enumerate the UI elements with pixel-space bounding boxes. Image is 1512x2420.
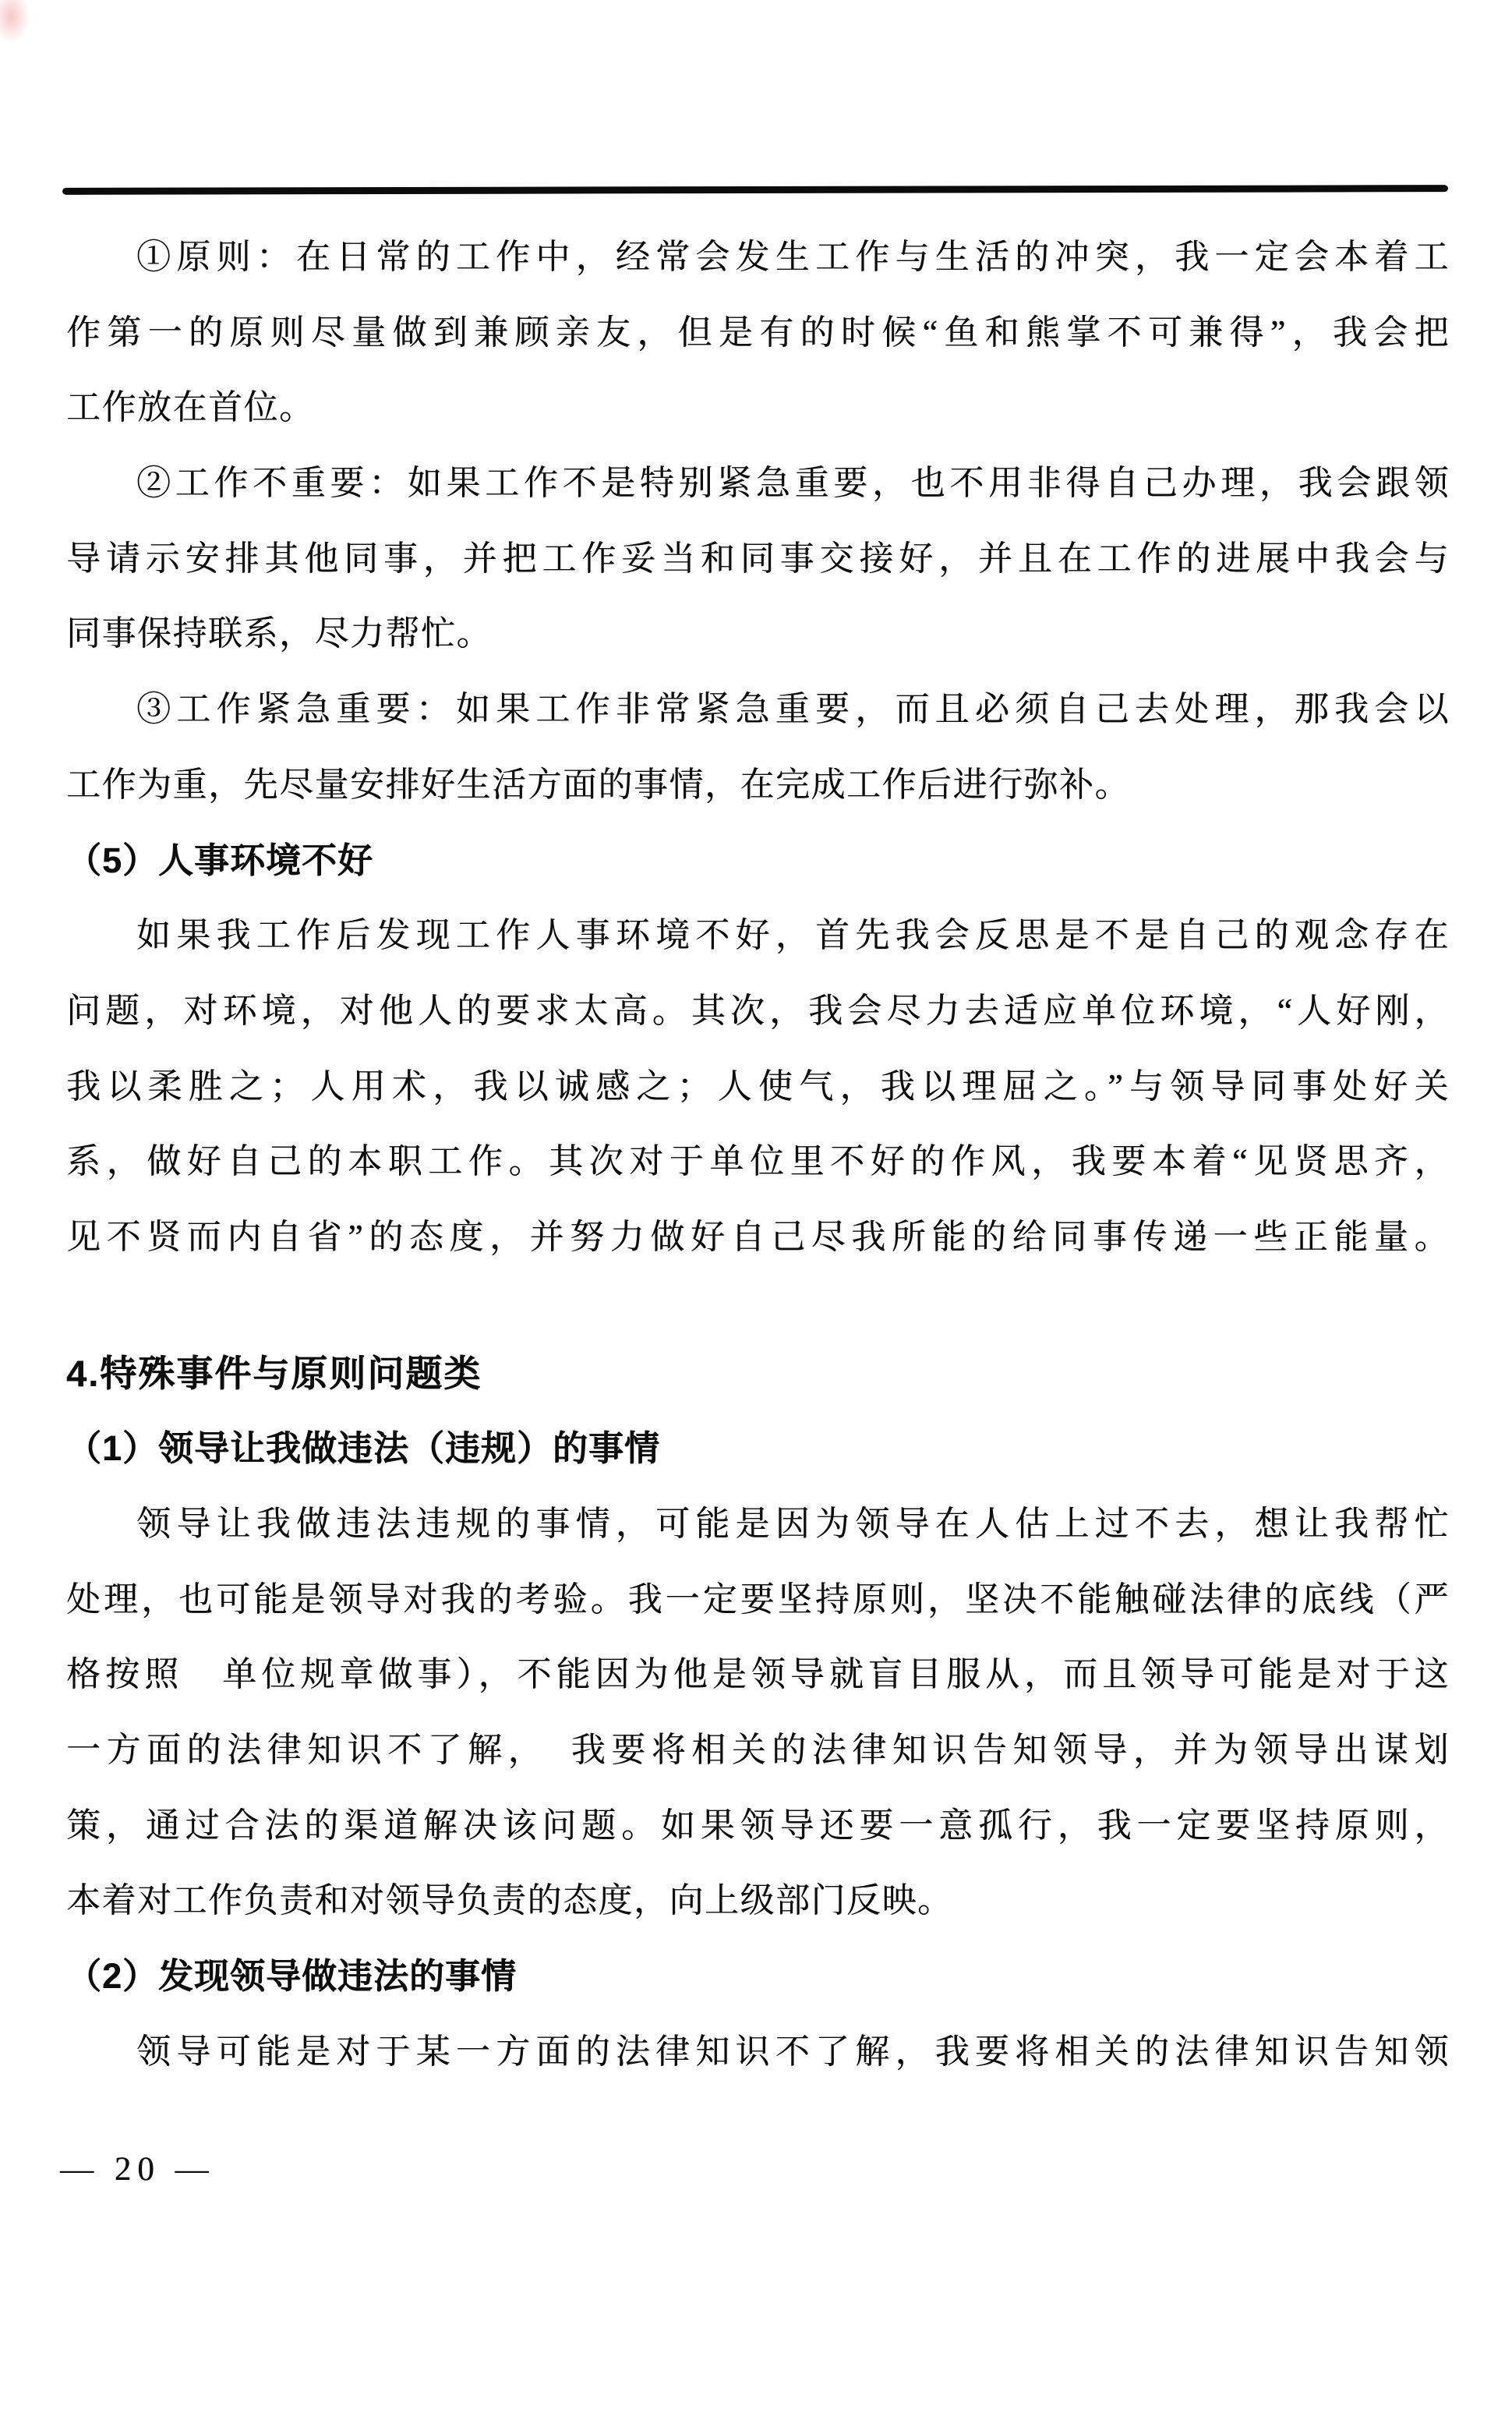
text-line: 同事保持联系，尽力帮忙。 [66,614,492,653]
text-line: 格按照 单位规章做事），不能因为他是领导就盲目服从，而且领导可能是对于这 [66,1655,1450,1694]
text-line: 导请示安排其他同事，并把工作妥当和同事交接好，并且在工作的进展中我会与 [66,539,1450,578]
text-line: ③工作紧急重要：如果工作非常紧急重要，而且必须自己去处理，那我会以 [136,690,1450,729]
page-number: — 20 — [60,2151,215,2188]
text-line: 问题，对环境，对他人的要求太高。其次，我会尽力去适应单位环境，“人好刚， [66,991,1450,1030]
section-spacer [66,1275,1450,1336]
text-line: 一方面的法律知识不了解， 我要将相关的法律知识告知领导，并为领导出谋划 [66,1731,1450,1770]
text-line: 工作放在首位。 [66,388,315,427]
text-line: 作第一的原则尽量做到兼顾亲友，但是有的时候“鱼和熊掌不可兼得”，我会把 [66,313,1450,352]
text-line: 领导可能是对于某一方面的法律知识不了解，我要将相关的法律知识告知领 [136,2032,1450,2071]
section-heading: （5）人事环境不好 [66,840,374,880]
section-heading: （1）领导让我做违法（违规）的事情 [66,1428,661,1469]
red-pen-smudge [0,0,30,44]
text-line: 策，通过合法的渠道解决该问题。如果领导还要一意孤行，我一定要坚持原则， [66,1806,1450,1845]
text-line: 系，做好自己的本职工作。其次对于单位里不好的作风，我要本着“见贤思齐， [66,1142,1450,1181]
text-line: 工作为重，先尽量安排好生活方面的事情，在完成工作后进行弥补。 [66,765,1130,804]
text-line: 本着对工作负责和对领导负责的态度，向上级部门反映。 [66,1881,953,1920]
text-line: ①原则：在日常的工作中，经常会发生工作与生活的冲突，我一定会本着工 [136,238,1450,276]
text-line: 处理，也可能是领导对我的考验。我一定要坚持原则，坚决不能触碰法律的底线（严 [66,1580,1450,1619]
text-line: 领导让我做违法违规的事情，可能是因为领导在人估上过不去，想让我帮忙 [136,1505,1450,1543]
document-body [66,220,1450,2090]
section-heading: （2）发现领导做违法的事情 [66,1956,518,1997]
text-line: 我以柔胜之；人用术，我以诚感之；人使气，我以理屈之。”与领导同事处好关 [66,1067,1450,1106]
text-line: ②工作不重要：如果工作不是特别紧急重要，也不用非得自己办理，我会跟领 [136,464,1450,503]
section-heading: 4.特殊事件与原则问题类 [66,1352,482,1394]
header-divider-rule [62,185,1448,195]
text-line: 如果我工作后发现工作人事环境不好，首先我会反思是不是自己的观念存在 [136,916,1450,955]
text-line: 见不贤而内自省”的态度，并努力做好自己尽我所能的给同事传递一些正能量。 [66,1217,1450,1256]
